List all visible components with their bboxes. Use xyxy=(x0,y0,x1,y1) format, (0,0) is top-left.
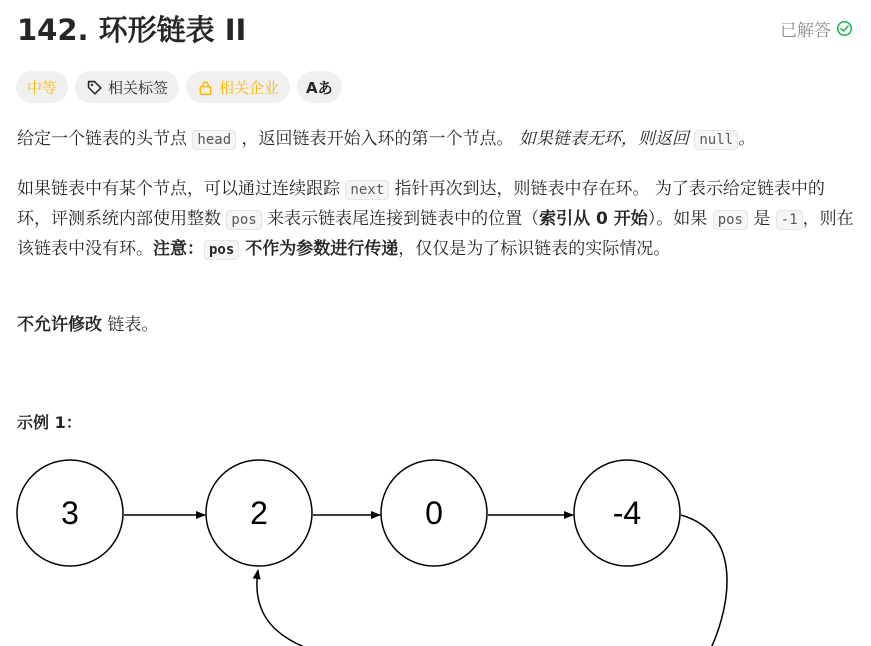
text: ，返回链表开始入环的第一个节点。 xyxy=(236,129,519,149)
translate-icon: Aあ xyxy=(306,78,333,97)
node-value: 3 xyxy=(61,495,79,531)
text: 是 xyxy=(747,209,776,229)
inline-code: null xyxy=(694,130,738,150)
bold-text: 索引从 0 开始 xyxy=(539,209,648,229)
bold-text: 不作为参数进行传递 xyxy=(239,239,399,259)
difficulty-badge[interactable] xyxy=(16,71,68,103)
related-topics-label: 相关标签 xyxy=(108,78,169,97)
node-value: 0 xyxy=(425,495,443,531)
description-paragraph-2 xyxy=(17,175,857,265)
text: ，则在该链表中没有环。 xyxy=(17,209,854,259)
text: 给定一个链表的头节点 xyxy=(17,129,193,149)
inline-code: pos xyxy=(226,210,261,230)
problem-title: 142. 环形链表 II xyxy=(17,13,247,47)
inline-code: -1 xyxy=(776,210,803,230)
list-node xyxy=(381,460,487,566)
text: ，仅仅是为了标识链表的实际情况。 xyxy=(398,239,671,259)
inline-code: head xyxy=(192,130,236,150)
description-paragraph-1 xyxy=(17,125,857,155)
cycle-arrow xyxy=(257,570,312,646)
node-value: -4 xyxy=(612,495,642,531)
node-value: 2 xyxy=(250,495,268,531)
inline-code: pos xyxy=(204,240,239,260)
bold-text: 不允许修改 xyxy=(17,315,102,335)
related-topics-button[interactable] xyxy=(75,71,179,103)
solved-status xyxy=(780,16,853,41)
italic-text: 。 xyxy=(738,129,756,149)
list-node xyxy=(206,460,312,566)
tag-icon xyxy=(86,79,103,96)
difficulty-label: 中等 xyxy=(27,78,58,97)
check-circle-icon xyxy=(836,20,853,37)
italic-text: 如果链表无环，则返回 xyxy=(518,129,695,149)
cycle-arrow xyxy=(681,515,727,646)
description-paragraph-3 xyxy=(17,311,857,340)
text: 指针再次到达，则链表中存在环。 为了表示给定链表中的环，评测系统内部使用整数 xyxy=(17,179,825,229)
text: 链表。 xyxy=(102,315,159,335)
text: ）。如果 xyxy=(647,209,713,229)
inline-code: pos xyxy=(713,210,748,230)
related-companies-button[interactable] xyxy=(186,71,290,103)
solved-label: 已解答 xyxy=(780,21,831,41)
list-node xyxy=(574,460,680,566)
bold-text: 注意： xyxy=(153,239,204,259)
example-title: 示例 1： xyxy=(17,413,82,432)
list-node xyxy=(17,460,123,566)
related-companies-label: 相关企业 xyxy=(219,78,280,97)
translate-button[interactable] xyxy=(297,71,342,103)
tag-bar xyxy=(16,71,342,103)
text: 如果链表中有某个节点，可以通过连续跟踪 xyxy=(17,179,346,199)
lock-icon xyxy=(197,79,214,96)
text: 来表示链表尾连接到链表中的位置（ xyxy=(261,209,540,229)
linked-list-diagram xyxy=(0,450,871,646)
inline-code: next xyxy=(345,180,389,200)
